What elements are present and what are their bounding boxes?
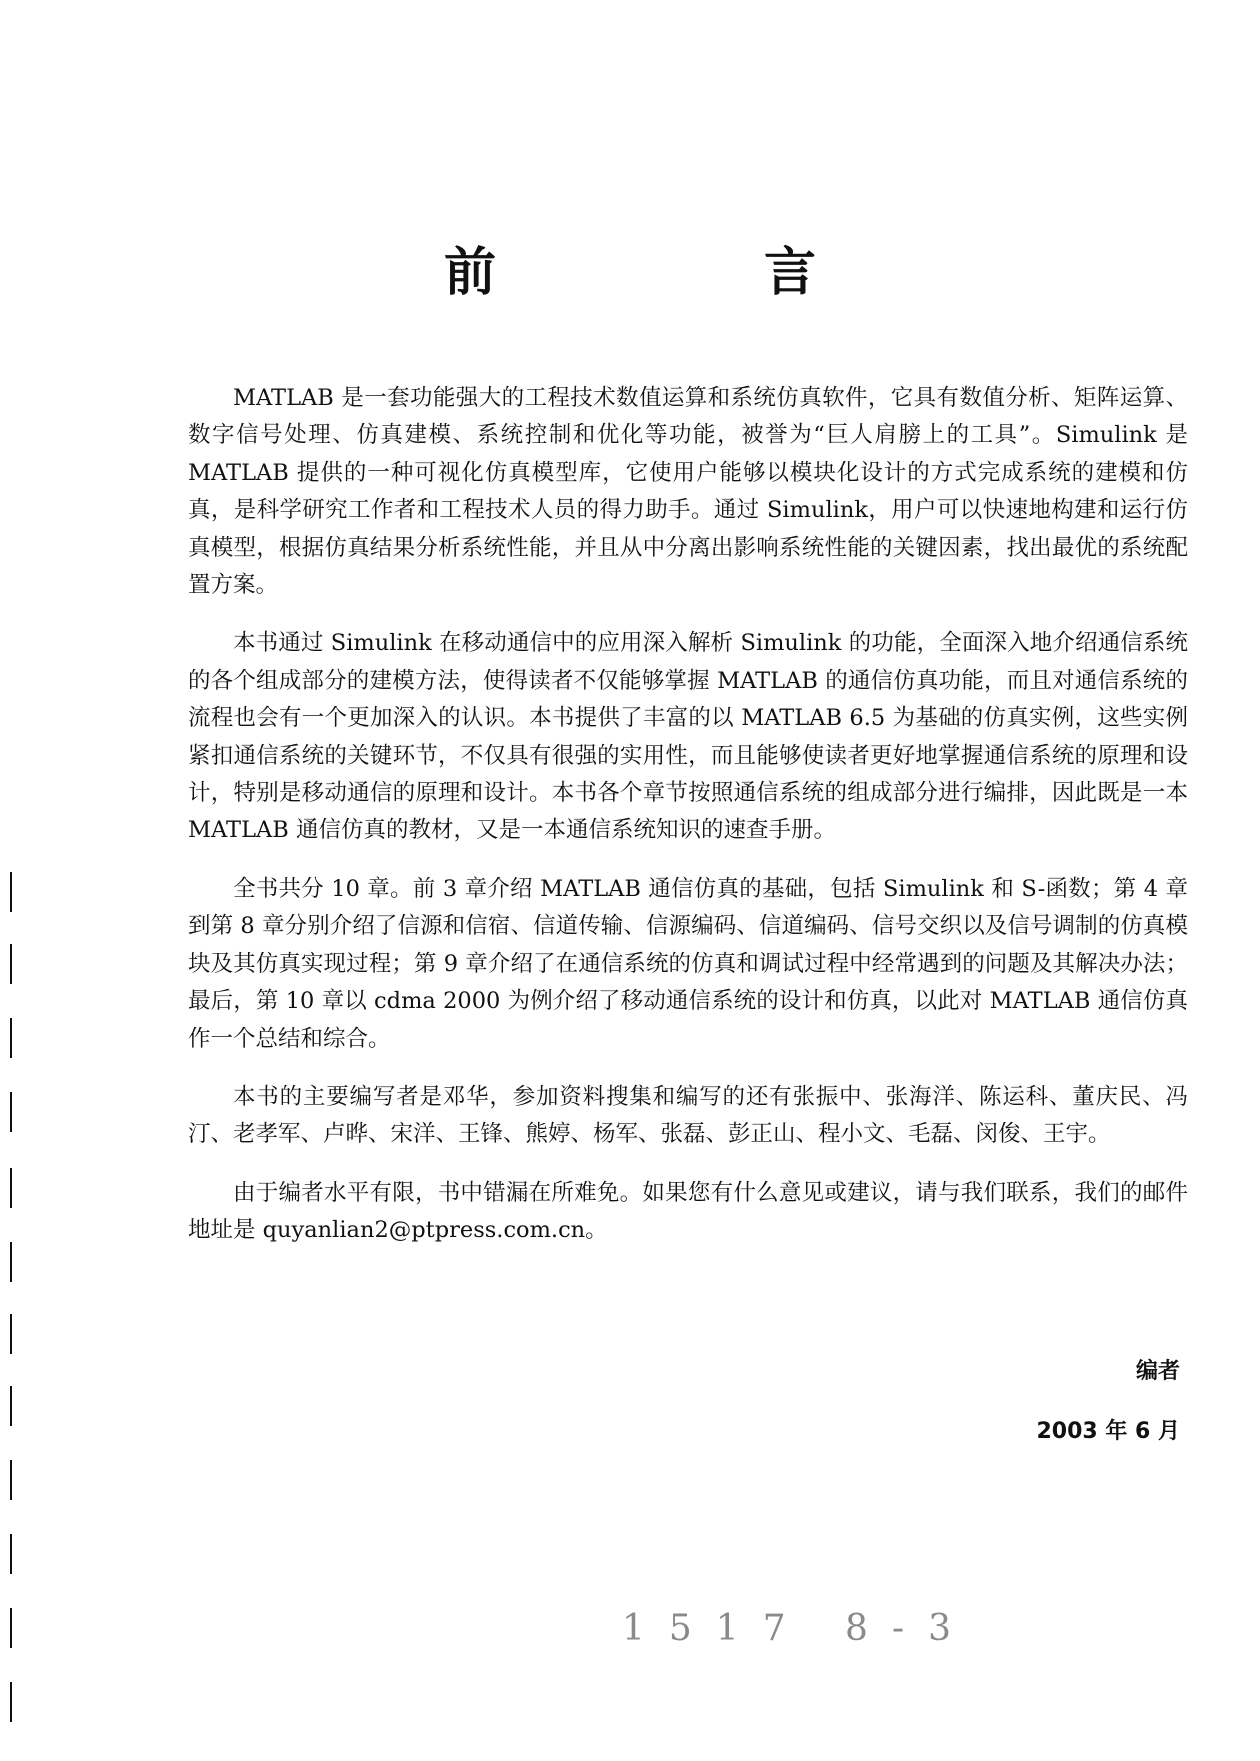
margin-bar <box>10 1386 12 1426</box>
margin-bar <box>10 1534 12 1574</box>
margin-bar <box>10 1314 12 1354</box>
paragraph-authors: 本书的主要编写者是邓华，参加资料搜集和编写的还有张振中、张海洋、陈运科、董庆民、冯汀、老孝军、卢晔、宋洋、王锋、熊婷、杨军、张磊、彭正山、程小文、毛磊、闵俊、王宇。 <box>188 1083 1188 1148</box>
margin-bar <box>10 1168 12 1208</box>
margin-bar <box>10 1242 12 1282</box>
margin-bar <box>10 944 12 984</box>
margin-bar <box>10 872 12 912</box>
paragraph-contact: 由于编者水平有限，书中错漏在所难免。如果您有什么意见或建议，请与我们联系，我们的邮件地址是 quyanlian2@ptpress.com.cn。 <box>188 1179 1188 1244</box>
margin-bar <box>10 1018 12 1058</box>
preface-body <box>188 380 1188 1271</box>
paragraph-chapters: 全书共分 10 章。前 3 章介绍 MATLAB 通信仿真的基础，包括 Simulink 和 S-函数；第 4 章到第 8 章分别介绍了信源和信宿、信道传输、信源编码、信道编码、信号交织以及信号调制的仿真模块及其仿真实现过程；第 9 章介绍了在通信系统的仿真和调试过程中经常遇到的问题及其解决办法；最后，第 10 章以 cdma 2000 为例介绍了移动通信系统的设计和仿真，以此对 MATLAB 通信仿真作一个总结和综合。 <box>188 875 1188 1052</box>
signature-date: 2003 年 6 月 <box>1036 1419 1180 1444</box>
page-title: 前 言 <box>443 242 924 303</box>
margin-bar <box>10 1682 12 1722</box>
footer-scan-marks: 1517 8-3 <box>622 1608 976 1649</box>
paragraph-book-overview: 本书通过 Simulink 在移动通信中的应用深入解析 Simulink 的功能，全面深入地介绍通信系统的各个组成部分的建模方法，使得读者不仅能够掌握 MATLAB 的通信仿真功能，而且对通信系统的流程也会有一个更加深入的认识。本书提供了丰富的以 MATLAB 6.5 为基础的仿真实例，这些实例紧扣通信系统的关键环节，不仅具有很强的实用性，而且能够使读者更好地掌握通信系统的原理和设计，特别是移动通信的原理和设计。本书各个章节按照通信系统的组成部分进行编排，因此既是一本 MATLAB 通信仿真的教材，又是一本通信系统知识的速查手册。 <box>188 630 1188 844</box>
paragraph-intro: MATLAB 是一套功能强大的工程技术数值运算和系统仿真软件，它具有数值分析、矩阵运算、数字信号处理、仿真建模、系统控制和优化等功能，被誉为“巨人肩膀上的工具”。Simulink 是 MATLAB 提供的一种可视化仿真模型库，它使用户能够以模块化设计的方式完成系统的建模和仿真，是科学研究工作者和工程技术人员的得力助手。通过 Simulink，用户可以快速地构建和运行仿真模型，根据仿真结果分析系统性能，并且从中分离出影响系统性能的关键因素，找出最优的系统配置方案。 <box>188 385 1188 599</box>
margin-bar <box>10 1608 12 1648</box>
margin-bar <box>10 1092 12 1132</box>
margin-bar <box>10 1460 12 1500</box>
signature-author: 编者 <box>1135 1359 1180 1384</box>
